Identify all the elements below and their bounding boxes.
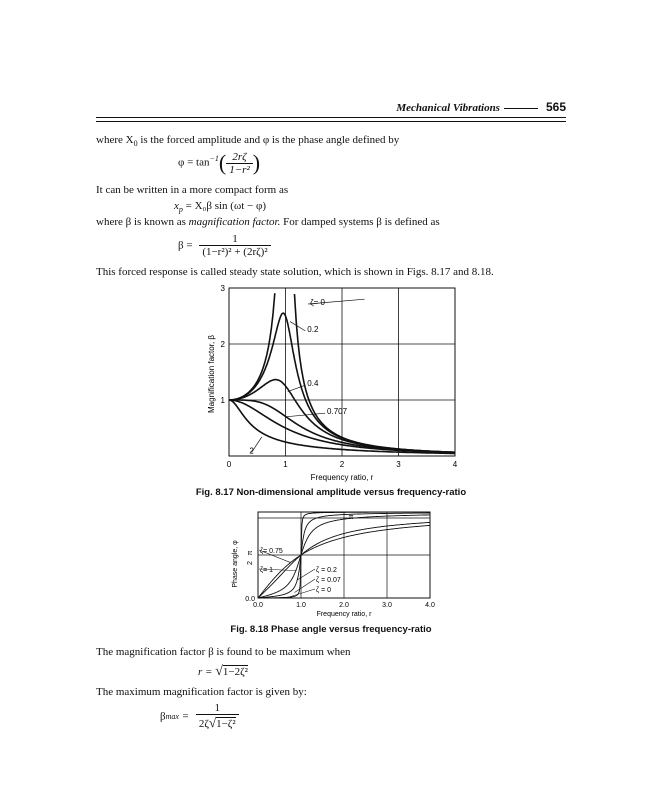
p3-a: where β is known as <box>96 216 189 228</box>
figure-8-17 <box>196 282 472 484</box>
fig818-ytick-pi: π <box>348 514 354 521</box>
fig818-leader-0 <box>290 589 315 597</box>
fig818-xtick-1.0: 1.0 <box>296 602 306 609</box>
bmax-den <box>196 715 239 731</box>
p1-text: where X <box>96 134 134 146</box>
fig817-xtick-0: 0 <box>226 460 232 469</box>
equation-r <box>198 664 248 680</box>
header-rule <box>96 117 566 118</box>
fig817-ytick-1: 1 <box>220 396 225 405</box>
fig817-label-0p707: 0.707 <box>327 407 348 417</box>
equation-beta-max <box>160 702 239 731</box>
equation-beta <box>178 233 271 258</box>
fig817-label-0p2: 0.2 <box>307 324 319 334</box>
p3-em: magnification factor. <box>188 216 281 228</box>
paragraph-3 <box>96 216 440 228</box>
phi-lhs: φ = tan <box>178 156 210 169</box>
phi-num: 2rζ <box>226 151 253 164</box>
page-number: 565 <box>545 100 566 114</box>
xp-sub: p <box>178 205 183 215</box>
equation-xp <box>174 200 266 214</box>
beta-den: (1−r²)² + (2rζ)² <box>202 246 268 258</box>
phi-paren-l: ( <box>218 150 227 175</box>
bmax-sub: max <box>165 712 179 721</box>
equation-phi <box>178 150 260 176</box>
fig818-label-0p75: ζ= 0.75 <box>260 548 283 555</box>
fig818-ytick-0: 0.0 <box>245 596 255 603</box>
fig817-xtick-4: 4 <box>452 460 458 469</box>
p1-sub: 0 <box>133 139 138 149</box>
fig818-caption: Fig. 8.18 Phase angle versus frequency-ratio <box>230 624 432 635</box>
fig818-label-1: ζ= 1 <box>260 567 274 574</box>
paragraph-1 <box>96 134 399 148</box>
fig818-label-0: ζ = 0 <box>316 587 332 594</box>
fig818-grid <box>258 512 430 598</box>
fig818-xtick-3.0: 3.0 <box>382 602 392 609</box>
fig817-labels <box>249 298 364 455</box>
p1-rest: is the forced amplitude and φ is the phase angle defined by <box>137 134 400 146</box>
phi-paren-r: ) <box>252 150 261 175</box>
fig818-xtick-4.0: 4.0 <box>425 602 435 609</box>
figure-8-18 <box>226 506 438 618</box>
fig817-ytick-3: 3 <box>220 284 225 293</box>
paragraph-4: This forced response is called steady state solution, which is shown in Figs. 8.17 and 8.18. <box>96 266 494 278</box>
fig817-grid <box>229 288 455 456</box>
bmax-radical-sign: √ <box>208 715 217 730</box>
xp-rest: = X₀β sin (ωt − φ) <box>182 200 266 212</box>
r-radicand: 1−2ζ² <box>222 666 248 678</box>
paragraph-2: It can be written in a more compact form as <box>96 184 289 196</box>
bmax-lhs: β <box>160 710 166 723</box>
r-radical-sign: √ <box>215 664 223 679</box>
fig818-ytick-pi2-den: 2 <box>247 561 254 565</box>
fig817-label-0: ζ= 0 <box>310 298 325 307</box>
bmax-den-a: 2ζ <box>198 718 209 730</box>
header-rule-thin <box>96 121 566 122</box>
paragraph-5: The magnification factor β is found to be maximum when <box>96 646 351 658</box>
beta-lhs: β = <box>178 239 193 252</box>
fig817-xtick-3: 3 <box>396 460 401 469</box>
fig817-ylabel: Magnification factor, β <box>207 335 216 413</box>
beta-num: 1 <box>199 233 270 246</box>
fig817-label-0p4: 0.4 <box>307 379 319 389</box>
header-dash <box>504 108 538 109</box>
r-lhs: r = <box>198 666 213 678</box>
xp-lhs: x <box>174 200 179 212</box>
phi-den: 1−r² <box>229 163 250 176</box>
fig818-label-0p07: ζ = 0.07 <box>316 577 341 584</box>
bmax-eq: = <box>178 710 190 723</box>
fig818-ytick-pi2-num: π <box>247 550 254 556</box>
fig818-leader-0p07 <box>295 579 316 593</box>
fig818-label-0p2: ζ = 0.2 <box>316 567 337 574</box>
phi-sup: −1 <box>209 153 219 163</box>
bmax-num: 1 <box>196 702 239 715</box>
fig817-xlabel: Frequency ratio, r <box>310 473 374 482</box>
fig817-xtick-1: 1 <box>283 460 288 469</box>
fig817-ytick-2: 2 <box>220 340 225 349</box>
fig817-xtick-2: 2 <box>339 460 345 469</box>
fig818-ylabel: Phase angle, φ <box>232 540 239 588</box>
fig817-caption: Fig. 8.17 Non-dimensional amplitude versus frequency-ratio <box>195 487 467 498</box>
paragraph-6: The maximum magnification factor is given by: <box>96 686 307 698</box>
fig818-xlabel: Frequency ratio, r <box>316 611 372 618</box>
fig818-ticks <box>245 514 435 609</box>
bmax-den-radicand: 1−ζ² <box>216 718 236 730</box>
fig818-xtick-0.0: 0.0 <box>253 602 263 609</box>
running-header <box>396 100 566 114</box>
header-title: Mechanical Vibrations <box>396 102 500 114</box>
fig818-xtick-2.0: 2.0 <box>339 602 349 609</box>
fig817-label-2: 2 <box>249 446 254 456</box>
p3-b: For damped systems β is defined as <box>280 216 440 228</box>
